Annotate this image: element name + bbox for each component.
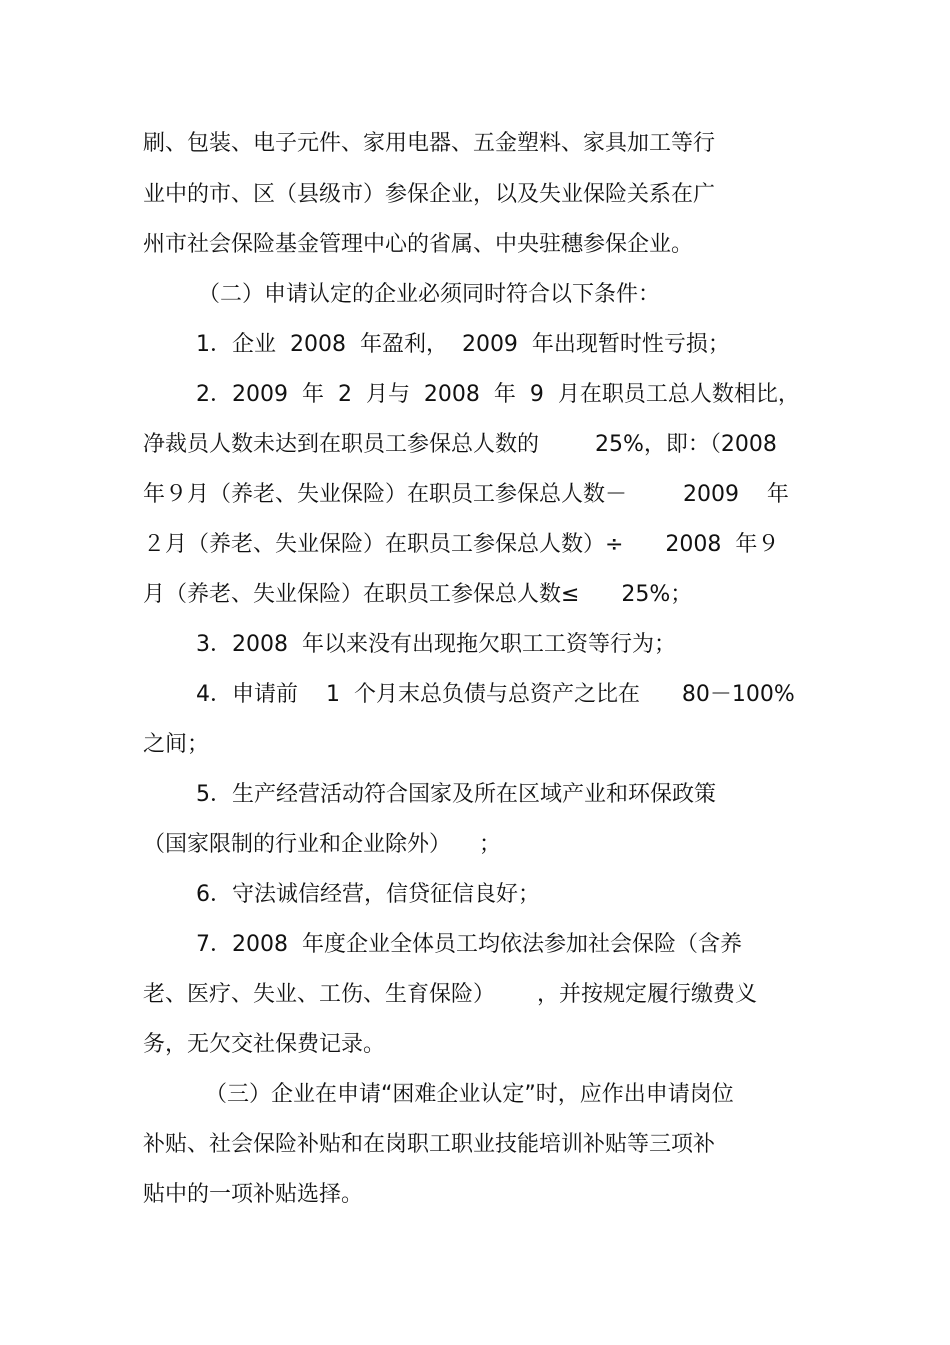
text-line: （三）企业在申请“困难企业认定”时，应作出申请岗位 [205, 1082, 734, 1107]
text-line: 2．2009 年 2 月与 2008 年 9 月在职员工总人数相比， [196, 382, 800, 407]
text-line: 业中的市、区（县级市）参保企业，以及失业保险关系在广 [143, 182, 716, 207]
text-line: 老、医疗、失业、工伤、生育保险） ，并按规定履行缴费义 [143, 982, 757, 1007]
text-line: 3．2008 年以来没有出现拖欠职工工资等行为； [196, 632, 676, 657]
text-line: 务，无欠交社保费记录。 [143, 1032, 386, 1057]
text-line: 贴中的一项补贴选择。 [143, 1182, 364, 1207]
text-line: （二）申请认定的企业必须同时符合以下条件： [198, 282, 661, 307]
text-line: （国家限制的行业和企业除外） ； [143, 832, 501, 857]
text-line: ２月（养老、失业保险）在职员工参保总人数）÷ 2008 年９ [143, 532, 780, 557]
text-line: 6．守法诚信经营，信贷征信良好； [196, 882, 540, 907]
text-line: 1．企业 2008 年盈利， 2009 年出现暂时性亏损； [196, 332, 730, 357]
text-line: 7．2008 年度企业全体员工均依法参加社会保险（含养 [196, 932, 742, 957]
text-line: 补贴、社会保险补贴和在岗职工职业技能培训补贴等三项补 [143, 1132, 716, 1157]
text-line: 之间； [143, 732, 210, 757]
text-line: 月（养老、失业保险）在职员工参保总人数≤ 25%； [143, 582, 693, 607]
text-line: 年９月（养老、失业保险）在职员工参保总人数－ 2009 年 [143, 482, 789, 507]
text-line: 5．生产经营活动符合国家及所在区域产业和环保政策 [196, 782, 716, 807]
text-line: 4．申请前 1 个月末总负债与总资产之比在 80－100% [196, 682, 795, 707]
text-line: 刷、包装、电子元件、家用电器、五金塑料、家具加工等行 [143, 131, 716, 156]
text-line: 净裁员人数未达到在职员工参保总人数的 25%，即：（2008 [143, 432, 777, 457]
text-line: 州市社会保险基金管理中心的省属、中央驻穗参保企业。 [143, 232, 694, 257]
